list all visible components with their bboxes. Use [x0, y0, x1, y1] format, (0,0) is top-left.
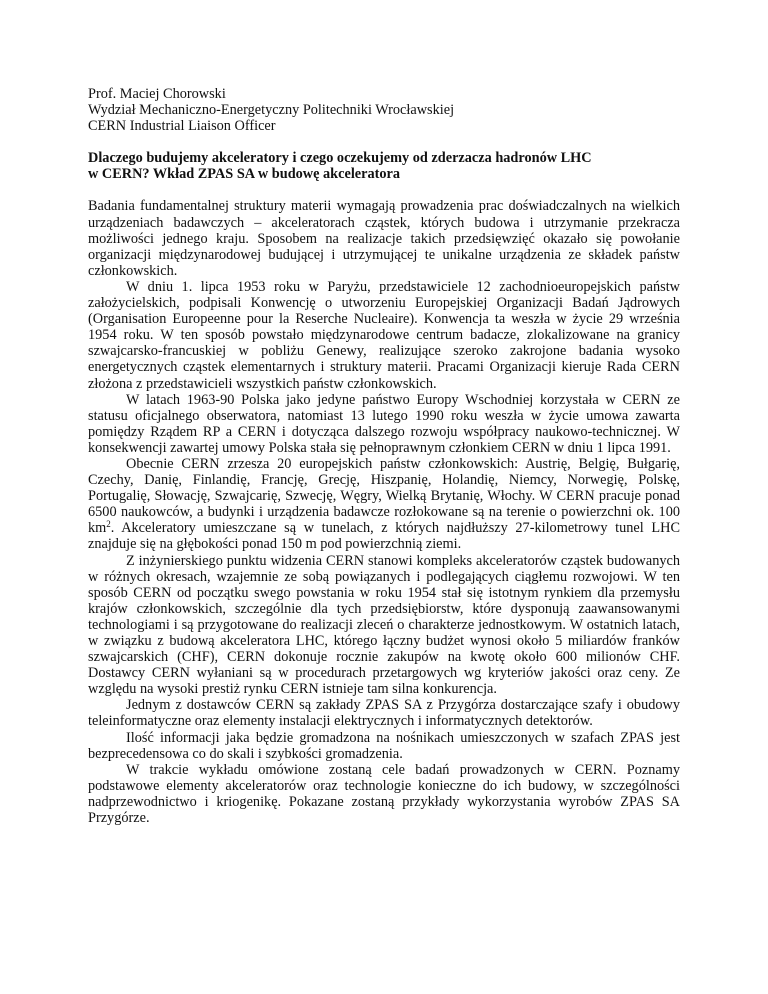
- document-title: [88, 150, 680, 182]
- title-line-1: Dlaczego budujemy akceleratory i czego oczekujemy od zderzacza hadronów LHC: [88, 150, 592, 167]
- paragraph-lecture: W trakcie wykładu omówione zostaną cele badań prowadzonych w CERN. Poznamy podstawowe elementy akceleratorów oraz technologie konieczne do ich budowy, w szczególności nadprzewodnictwo i kriogenikę. Pokazane zostaną przykłady wykorzystania wyrobów ZPAS SA Przygórze.: [88, 761, 680, 827]
- paragraph-zpas: Jednym z dostawców CERN są zakłady ZPAS SA z Przygórza dostarczające szafy i obudowy teleinformatyczne oraz elementy instalacji elektrycznych i informatycznych detektorów.: [88, 697, 680, 730]
- paragraph-founding: W dniu 1. lipca 1953 roku w Paryżu, przedstawiciele 12 zachodnioeuropejskich państw założycielskich, podpisali Konwencję o utworzeniu Europejskiej Organizacji Badań Jądrowych (Organisation Europeenne pour la Reserche Nucleaire). Konwencja ta weszła w życie 29 września 1954 roku. W ten sposób powstało międzynarodowe centrum badacze, zlokalizowane na granicy szwajcarsko-francuskiej w pobliżu Genewy, realizujące szeroko zakrojone badania wysoko energetycznych cząstek elementarnych i struktury materii. Pracami Organizacji kieruje Rada CERN złożona z przedstawicieli wszystkich państw członkowskich.: [88, 278, 680, 392]
- author-role: CERN Industrial Liaison Officer: [88, 118, 276, 135]
- superscript-2: 2: [106, 519, 111, 530]
- author-block: [88, 86, 680, 134]
- paragraph-poland: W latach 1963-90 Polska jako jedyne państwo Europy Wschodniej korzystała w CERN ze statusu oficjalnego obserwatora, natomiast 13 lutego 1990 roku weszła w życie umowa zawarta pomiędzy Rządem RP a CERN i dotycząca dalszego rozwoju współpracy naukowo-technicznej. W konsekwencji zawartej umowy Polska stała się pełnoprawnym członkiem CERN w dniu 1 lipca 1991.: [88, 391, 680, 456]
- paragraph-engineering: Z inżynierskiego punktu widzenia CERN stanowi kompleks akceleratorów cząstek budowanych w różnych okresach, wzajemnie ze sobą powiązanych i podlegających ciągłemu rozwojowi. W ten sposób CERN od początku swego powstania w roku 1954 stał się istotnym rynkiem dla przemysłu krajów członkowskich, szczególnie dla tych przedsiębiorstw, które dysponują zaawansowanymi technologiami i są przygotowane do realizacji zleceń o charakterze jednostkowym. W ostatnich latach, w związku z budową akceleratora LHC, którego łączny budżet wynosi około 5 miliardów franków szwajcarskich (CHF), CERN dokonuje rocznie zakupów na kwotę około 600 milionów CHF. Dostawcy CERN wyłaniani są w procedurach przetargowych wg kryteriów jakości oraz ceny. Ze względu na wysoki prestiż rynku CERN istnieje tam silna konkurencja.: [88, 552, 680, 698]
- paragraph-intro: Badania fundamentalnej struktury materii wymagają prowadzenia prac doświadczalnych na wielkich urządzeniach badawczych – akceleratorach cząstek, których budowa i utrzymanie przekracza możliwości jednego kraju. Sposobem na realizacje takich przedsięwzięć okazało się powołanie organizacji międzynarodowej budującej i utrzymującej te unikalne urządzenia ze składek państw członkowskich.: [88, 198, 680, 279]
- members-text-rest: . Akceleratory umieszczane są w tunelach, z których najdłuższy 27-kilometrowy tunel LHC znajduje się na głębokości ponad 150 m pod powierzchnią ziemi.: [88, 520, 680, 553]
- paragraph-members: [88, 456, 680, 553]
- author-affiliation: Wydział Mechaniczno-Energetyczny Politechniki Wrocławskiej: [88, 102, 455, 119]
- document-body: [88, 198, 680, 826]
- author-name: Prof. Maciej Chorowski: [88, 86, 226, 102]
- paragraph-data-volume: Ilość informacji jaka będzie gromadzona na nośnikach umieszczonych w szafach ZPAS jest bezprecedensowa co do skali i szybkości gromadzenia.: [88, 729, 680, 762]
- title-line-2: w CERN? Wkład ZPAS SA w budowę akceleratora: [88, 166, 401, 183]
- document-page: [88, 86, 680, 826]
- members-text: Obecnie CERN zrzesza 20 europejskich państw członkowskich: Austrię, Belgię, Bułgarię, Czechy, Danię, Finlandię, Francję, Grecję, Hiszpanię, Holandię, Niemcy, Norwegię, Polskę, Portugalię, Słowację, Szwajcarię, Szwecję, Węgry, Wielką Brytanię, Włochy. W CERN pracuje ponad 6500 naukowców, a budynki i urządzenia badawcze rozłokowane są na terenie o powierzchni ok. 100 km: [88, 455, 680, 537]
